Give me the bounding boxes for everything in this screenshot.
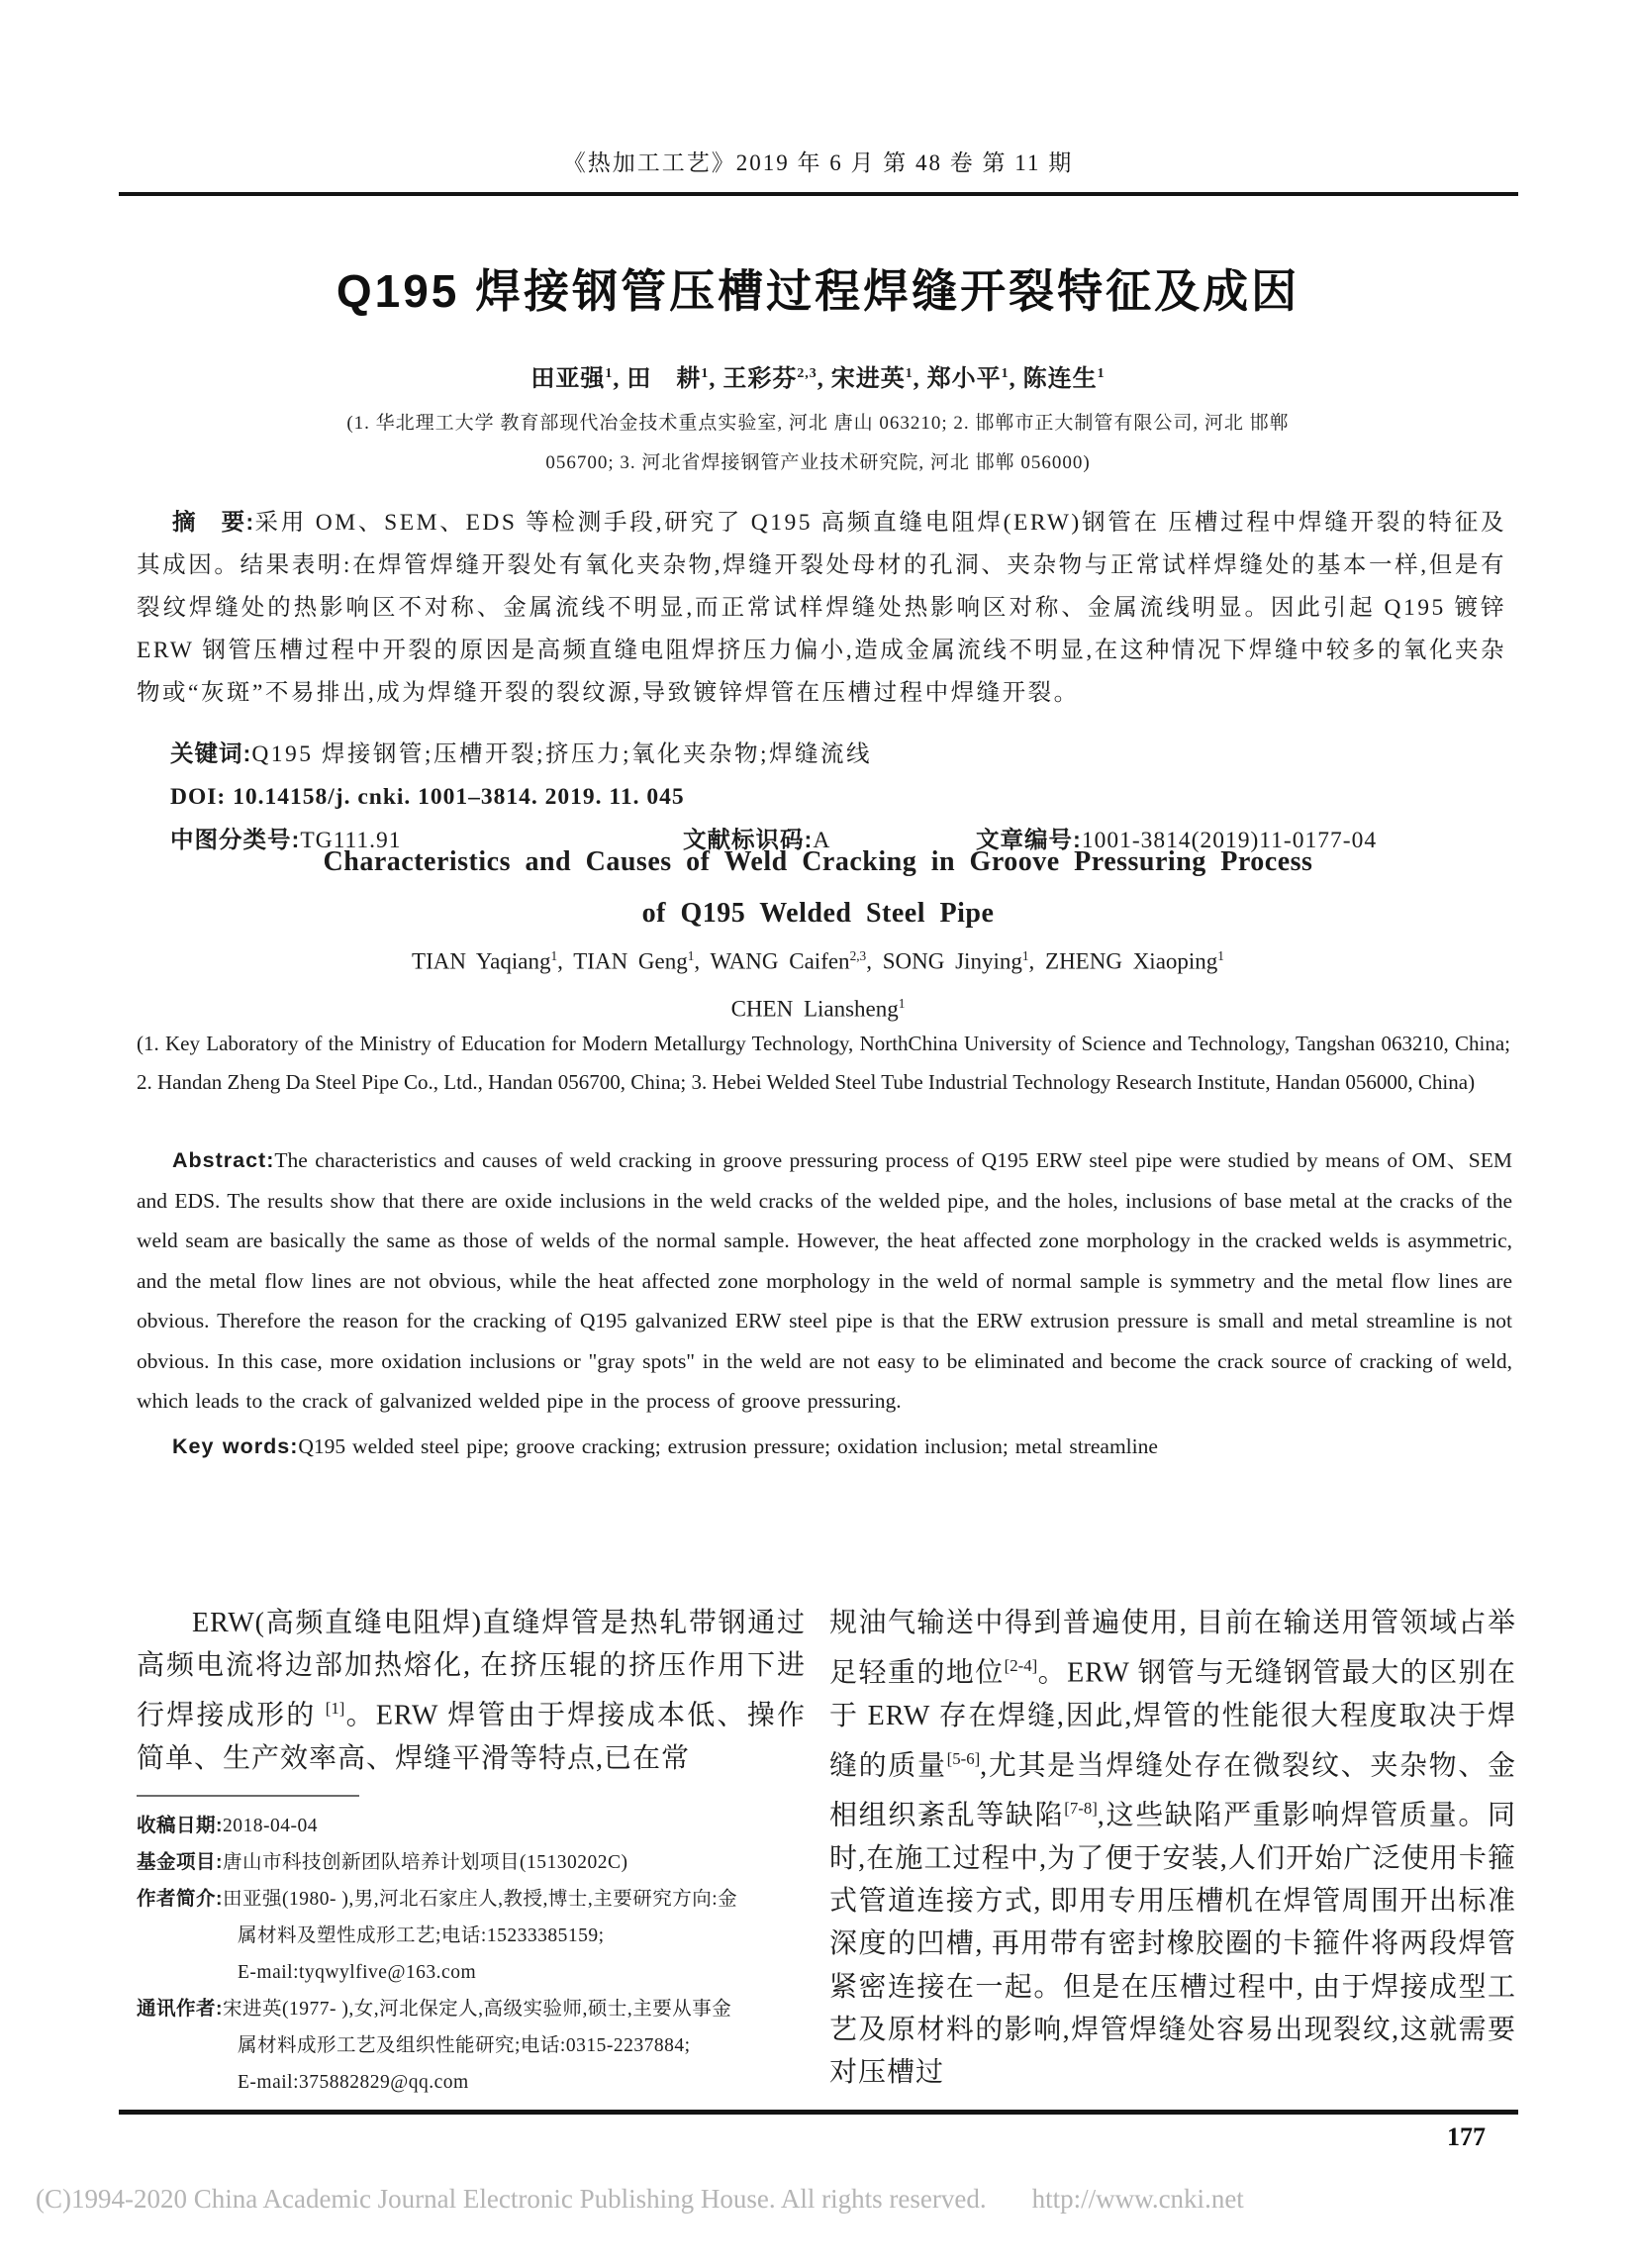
affiliation-cn xyxy=(0,404,1636,483)
authors-en-line2 xyxy=(0,983,1636,1031)
footnote-line: E-mail:375882829@qq.com xyxy=(238,2072,469,2094)
author: ZHENG Xiaoping xyxy=(1045,948,1218,974)
doi-line: DOI: 10.14158/j. cnki. 1001–3814. 2019. 11. 045 xyxy=(170,784,685,810)
page-number: 177 xyxy=(1447,2122,1486,2151)
footnote-entry xyxy=(137,1808,806,1844)
author-affiliation-superscript: 1 xyxy=(1217,948,1224,963)
header-rule xyxy=(119,192,1518,196)
author-affiliation-superscript: 1 xyxy=(1097,366,1106,381)
author-affiliation-superscript: 1 xyxy=(605,366,614,381)
footnote-line: 属材料及塑性成形工艺;电话:15233385159; xyxy=(238,1925,605,1947)
author: WANG Caifen xyxy=(710,948,850,974)
authors-cn: 田亚强$^1$, 田 耕$^1$, 王彩芬$^{2,3}$, 宋进英$^1$, 郑小平$^1$, 陈连生$^1$ xyxy=(530,366,1106,392)
author-affiliation-superscript: 1 xyxy=(550,948,558,963)
article-id-label: 文章编号: xyxy=(976,827,1082,852)
article-title-en xyxy=(0,837,1636,939)
clc-label: 中图分类号: xyxy=(170,827,301,852)
author: 宋进英 xyxy=(830,366,906,392)
abstract-cn-text: 采用 OM、SEM、EDS 等检测手段,研究了 Q195 高频直缝电阻焊(ERW)钢管在 压槽过程中焊缝开裂的特征及其成因。结果表明:在焊管焊缝开裂处有氧化夹杂物,焊缝开裂处母材的孔洞、夹杂物与正常试样焊缝处的基本一样,但是有裂纹焊缝处的热影响区不对称、金属流线不明显,而正常试样焊缝处热影响区对称、金属流线明显。因此引起 Q195 镀锌 ERW 钢管压槽过程中开裂的原因是高频直缝电阻焊挤压力偏小,造成金属流线不明显,在这种情况下焊缝中较多的氧化夹杂物或“灰斑”不易排出,成为焊缝开裂的裂纹源,导致镀锌焊管在压槽过程中焊缝开裂。 xyxy=(137,510,1507,706)
clc-value: TG111.91 xyxy=(300,828,402,853)
journal-header: 《热加工工艺》2019 年 6 月 第 48 卷 第 11 期 xyxy=(562,150,1074,175)
copyright-text: (C)1994-2020 China Academic Journal Electronic Publishing House. All rights reserved. xyxy=(36,2184,987,2214)
document-code-value: A xyxy=(813,828,831,853)
author: 田亚强 xyxy=(530,366,606,392)
body-paragraph-right: 规油气输送中得到普遍使用, 目前在输送用管领域占举足轻重的地位[2-4]。ERW 钢管与无缝钢管最大的区别在于 ERW 存在焊缝,因此,焊管的性能很大程度取决于焊缝的质量[5-6],尤其是当焊缝处存在微裂纹、夹杂物、金相组织紊乱等缺陷[7-8],这些缺陷严重影响焊管质量。同时,在施工过程中,为了便于安装,人们开始广泛使用卡箍式管道连接方式, 即用专用压槽机在焊管周围开出标准深度的凹槽, 再用带有密封橡胶圈的卡箍件将两段焊管紧密连接在一起。但是在压槽过程中, 由于焊接成型工艺及原材料的影响,焊管焊缝处容易出现裂纹,这就需要对压槽过 xyxy=(829,1608,1516,2089)
abstract-en-text: The characteristics and causes of weld cracking in groove pressuring process of Q195 ERW steel pipe were studied by means of OM、SEM and EDS. The results show that there are oxide inclusions in the weld cracks of the welded pipe, and the holes, inclusions of base metal at the cracks of the weld seam are basically the same as those of welds of the normal sample. However, the heat affected zone morphology in the cracked welds is asymmetric, and the metal flow lines are not obvious, while the heat affected zone morphology in the weld of normal sample is symmetry and the metal flow lines are obvious. Therefore the reason for the cracking of Q195 galvanized ERW steel pipe is that the ERW extrusion pressure is small and metal streamline is not obvious. In this case, more oxidation inclusions or "gray spots" in the weld are not easy to be eliminated and become the crack source of cracking of weld, which leads to the crack of galvanized welded pipe in the process of groove pressuring. xyxy=(137,1148,1512,1413)
footnote-line: 基金项目:唐山市科技创新团队培养计划项目(15130202C) xyxy=(137,1851,628,1874)
footnote-label: 基金项目: xyxy=(137,1851,223,1874)
body-right-column xyxy=(829,1602,1516,2094)
footnote-label: 作者简介: xyxy=(137,1888,223,1911)
keywords-en xyxy=(137,1427,1512,1467)
author-affiliation-superscript: 1 xyxy=(905,366,914,381)
article-title-en-line1: Characteristics and Causes of Weld Cracking in Groove Pressuring Process xyxy=(323,846,1313,877)
reference-superscript: [1] xyxy=(325,1699,345,1719)
footnote-line: 收稿日期:2018-04-04 xyxy=(137,1815,318,1837)
keywords-cn xyxy=(137,733,1506,776)
author: 陈连生 xyxy=(1022,366,1098,392)
abstract-en-label: Abstract: xyxy=(172,1148,275,1172)
footnote-block xyxy=(137,1808,806,2101)
footnote-entry xyxy=(137,1881,806,1991)
author: TIAN Geng xyxy=(573,948,688,974)
abstract-cn xyxy=(137,501,1506,715)
author-affiliation-superscript: 1 xyxy=(898,995,906,1011)
footnote-line: 通讯作者:宋进英(1977- ),女,河北保定人,高级实验师,硕士,主要从事金 xyxy=(137,1998,732,2021)
author: 王彩芬 xyxy=(722,366,798,392)
keywords-cn-label: 关键词: xyxy=(170,740,252,766)
cnki-url: http://www.cnki.net xyxy=(1031,2184,1244,2214)
footnote-line: 作者简介:田亚强(1980- ),男,河北石家庄人,教授,博士,主要研究方向:金 xyxy=(137,1888,738,1911)
authors-en-line1: TIAN Yaqiang$^1$, TIAN Geng$^1$, WANG Caifen$^{2,3}$, SONG Jinying$^1$, ZHENG Xiaoping$^1$ xyxy=(412,948,1224,974)
front-matter xyxy=(137,501,1506,861)
keywords-cn-text: Q195 焊接钢管;压槽开裂;挤压力;氧化夹杂物;焊缝流线 xyxy=(251,741,873,767)
keywords-en-text: Q195 welded steel pipe; groove cracking; extrusion pressure; oxidation inclusion; metal streamline xyxy=(298,1433,1158,1458)
footnote-label: 收稿日期: xyxy=(137,1815,223,1837)
author: TIAN Yaqiang xyxy=(412,948,551,974)
footnote-label: 通讯作者: xyxy=(137,1998,223,2021)
article-id-value: 1001-3814(2019)11-0177-04 xyxy=(1081,828,1378,853)
article-title-cn: Q195 焊接钢管压槽过程焊缝开裂特征及成因 xyxy=(336,265,1300,317)
body-paragraph-left: ERW(高频直缝电阻焊)直缝焊管是热轧带钢通过高频电流将边部加热熔化, 在挤压辊的挤压作用下进行焊接成形的 [1]。ERW 焊管由于焊接成本低、操作简单、生产效率高、焊缝平滑等特点,已在常 xyxy=(137,1608,806,1774)
author-affiliation-superscript: 2,3 xyxy=(849,948,867,963)
article-title-en-line2: of Q195 Welded Steel Pipe xyxy=(641,898,995,929)
author: 田 耕 xyxy=(626,366,702,392)
authors-en xyxy=(0,936,1636,1030)
footnote-entry xyxy=(137,1991,806,2101)
abstract-en xyxy=(137,1140,1512,1422)
author: 郑小平 xyxy=(926,366,1002,392)
body-left-column xyxy=(137,1602,806,2101)
author-affiliation-superscript: 1 xyxy=(1001,366,1010,381)
abstract-en-block xyxy=(137,1140,1512,1466)
author: CHEN Liansheng xyxy=(730,996,899,1022)
author-affiliation-superscript: 1 xyxy=(701,366,710,381)
reference-superscript: [7-8] xyxy=(1064,1799,1098,1819)
keywords-en-label: Key words: xyxy=(172,1433,299,1458)
footer-rule xyxy=(119,2110,1518,2115)
affiliation-cn-line2: 056700; 3. 河北省焊接钢管产业技术研究院, 河北 邯郸 056000) xyxy=(545,452,1091,473)
affiliation-en: (1. Key Laboratory of the Ministry of Education for Modern Metallurgy Technology, NorthChina University of Science and Technology, Tangshan 063210, China; 2. Handan Zheng Da Steel Pipe Co., Ltd., Handan 056700, China; 3. Hebei Welded Steel Tube Industrial Technology Research Institute, Handan 056000, China) xyxy=(137,1032,1510,1094)
author-affiliation-superscript: 1 xyxy=(687,948,695,963)
abstract-cn-label: 摘 要: xyxy=(172,509,255,535)
document-code-label: 文献标识码: xyxy=(683,827,814,852)
author-affiliation-superscript: 1 xyxy=(1021,948,1029,963)
footer-watermark xyxy=(36,2184,1580,2215)
footnote-separator xyxy=(137,1795,359,1797)
footnote-entry xyxy=(137,1844,806,1881)
author-affiliation-superscript: 2,3 xyxy=(797,366,818,381)
reference-superscript: [5-6] xyxy=(946,1748,981,1768)
reference-superscript: [2-4] xyxy=(1004,1656,1038,1676)
footnote-line: 属材料成形工艺及组织性能研究;电话:0315-2237884; xyxy=(238,2035,691,2057)
affiliation-cn-line1: (1. 华北理工大学 教育部现代冶金技术重点实验室, 河北 唐山 063210; 2. 邯郸市正大制管有限公司, 河北 邯郸 xyxy=(346,413,1290,434)
footnote-line: E-mail:tyqwylfive@163.com xyxy=(238,1962,477,1984)
author: SONG Jinying xyxy=(882,948,1022,974)
